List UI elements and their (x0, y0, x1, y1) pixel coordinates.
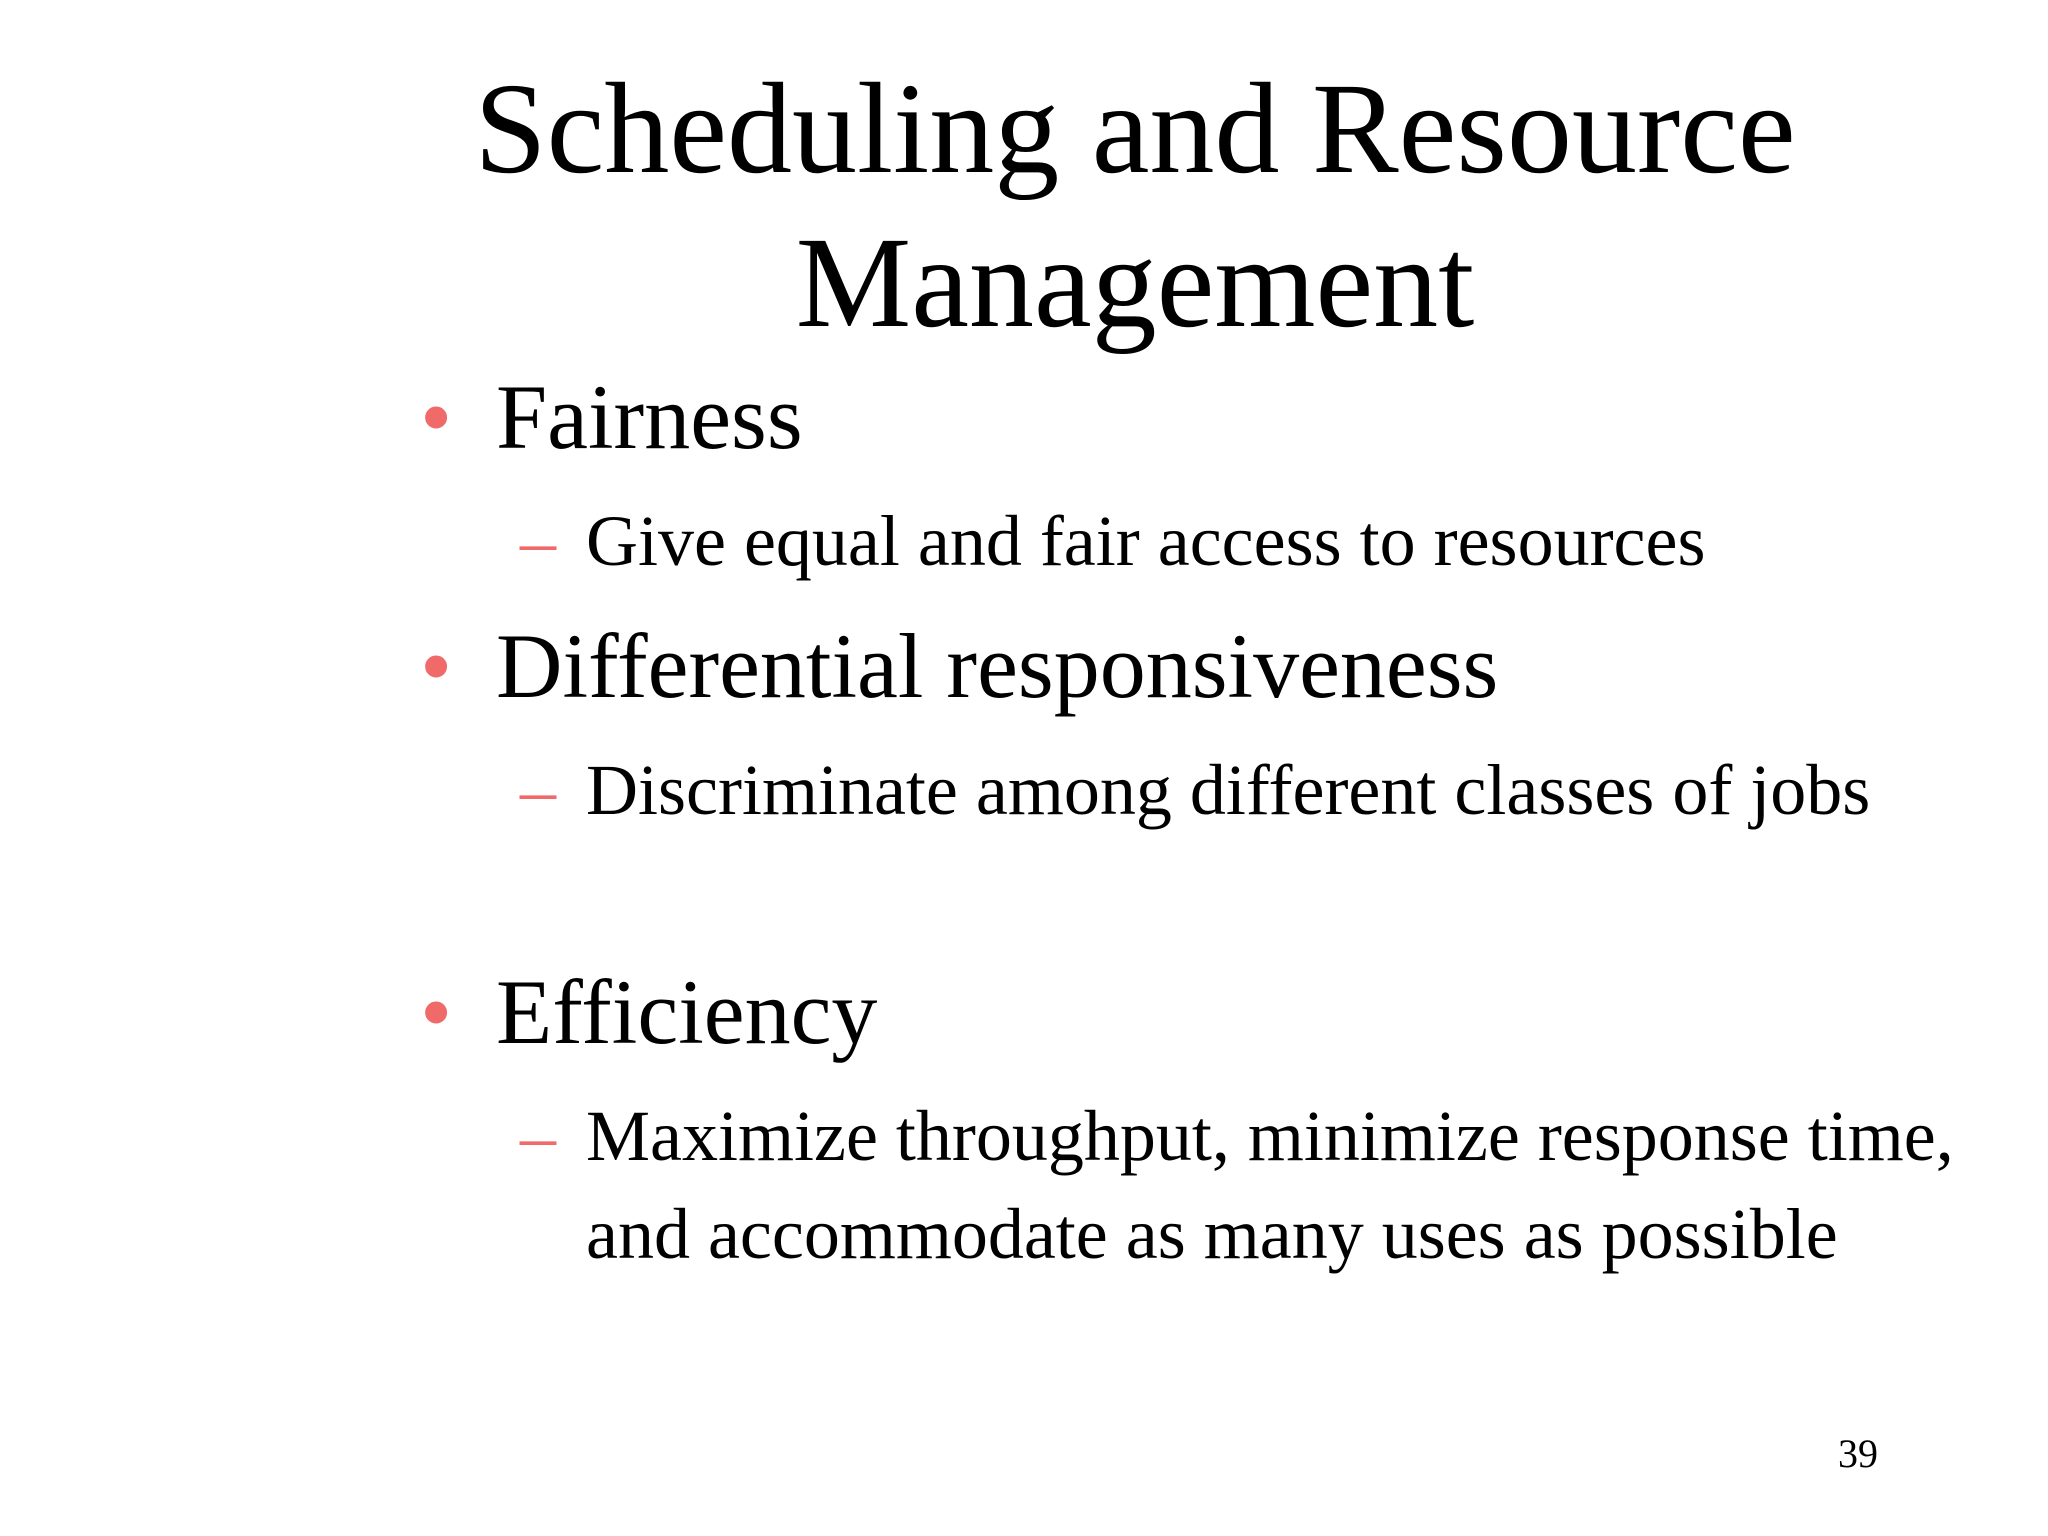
slide-title: Scheduling and Resource Management (474, 57, 1796, 355)
page-number: 39 (1838, 1431, 1878, 1476)
dash-icon: – (520, 501, 556, 581)
dash-icon: – (520, 750, 556, 830)
bullet-icon: • (420, 961, 453, 1063)
bullet-text: Differential responsiveness (496, 615, 1499, 717)
sub-bullet-text: Maximize throughput, minimize response time, and accommodate as many uses as possible (586, 1096, 1954, 1274)
bullet-text: Efficiency (496, 961, 878, 1063)
sub-bullet-text: Discriminate among different classes of jobs (586, 750, 1871, 830)
dash-icon: – (520, 1096, 556, 1176)
bullet-icon: • (420, 366, 453, 468)
bullet-text: Fairness (496, 366, 803, 468)
bullet-icon: • (420, 615, 453, 717)
sub-bullet-text: Give equal and fair access to resources (586, 501, 1706, 581)
